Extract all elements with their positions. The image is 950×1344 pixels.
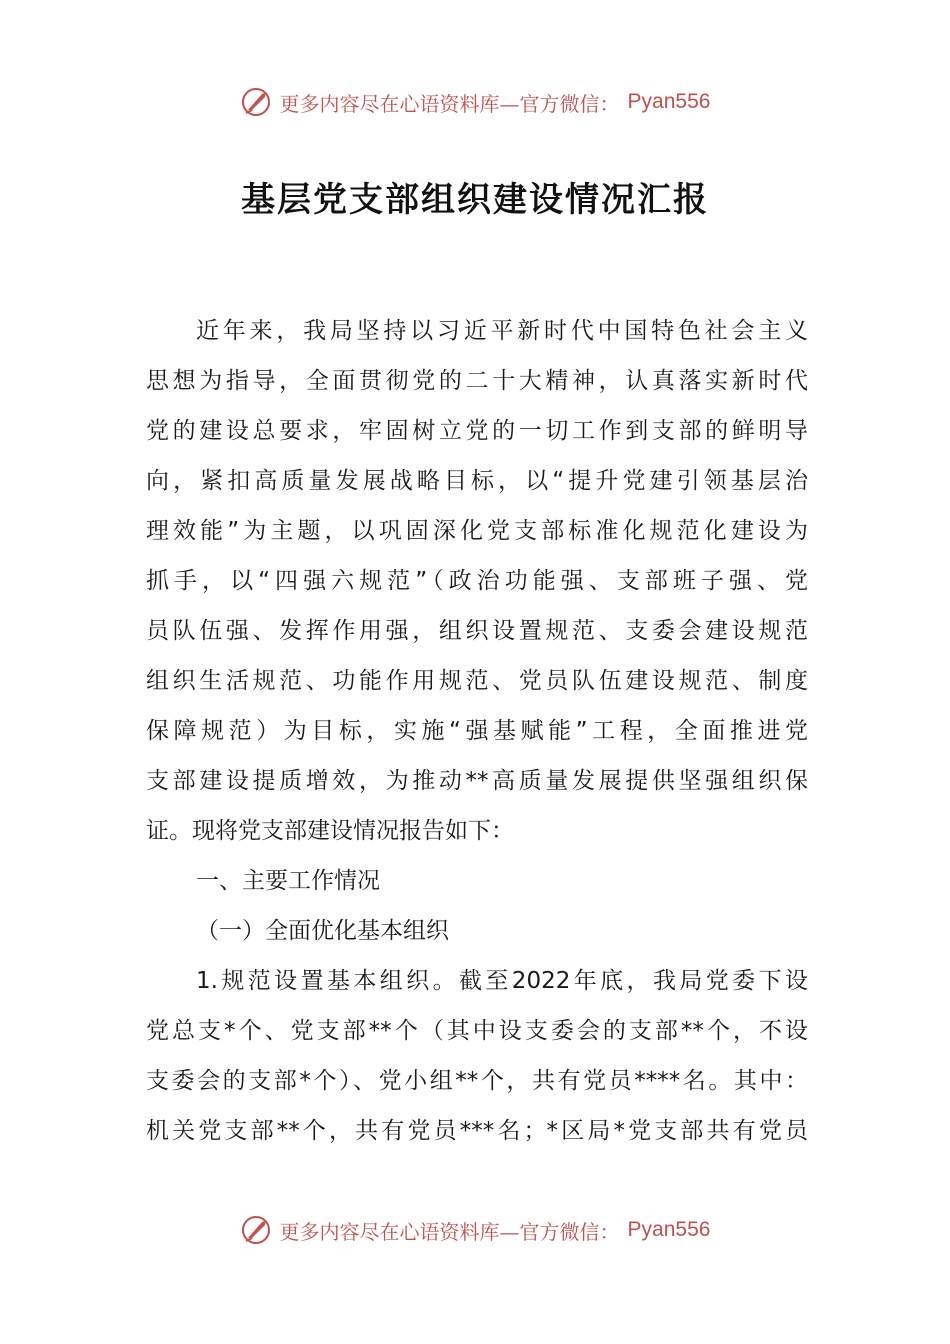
paragraph-line: 党总支*个、党支部**个（其中设支委会的支部**个，不设 <box>146 1018 808 1044</box>
paragraph-line: 支委会的支部*个）、党小组**个，共有党员****名。其中： <box>146 1068 808 1094</box>
subsection-heading: （一）全面优化基本组织 <box>196 918 449 944</box>
quill-logo-icon <box>240 86 272 118</box>
header-watermark <box>0 82 950 122</box>
paragraph-line: 机关党支部**个，共有党员***名；*区局*党支部共有党员 <box>146 1118 808 1144</box>
paragraph-line: 组织生活规范、功能作用规范、党员队伍建设规范、制度 <box>146 668 808 694</box>
footer-watermark <box>0 1210 950 1250</box>
paragraph-line: 支部建设提质增效，为推动**高质量发展提供坚强组织保 <box>146 768 808 794</box>
paragraph-line: 保障规范）为目标，实施“强基赋能”工程，全面推进党 <box>146 718 808 744</box>
paragraph-line: 证。现将党支部建设情况报告如下： <box>146 818 514 844</box>
document-body <box>146 306 808 1156</box>
document-title: 基层党支部组织建设情况汇报 <box>241 180 709 220</box>
paragraph-line: 党的建设总要求，牢固树立党的一切工作到支部的鲜明导 <box>146 418 808 444</box>
paragraph-line: 理效能”为主题，以巩固深化党支部标准化规范化建设为 <box>146 518 808 544</box>
paragraph-line: 1.规范设置基本组织。截至2022年底，我局党委下设 <box>196 968 808 994</box>
paragraph-line: 近年来，我局坚持以习近平新时代中国特色社会主义 <box>196 318 808 344</box>
quill-logo-icon <box>240 1214 272 1246</box>
paragraph-line: 思想为指导，全面贯彻党的二十大精神，认真落实新时代 <box>146 368 808 394</box>
section-heading: 一、主要工作情况 <box>196 868 380 894</box>
watermark-text: 更多内容尽在心语资料库—官方微信： <box>279 91 620 116</box>
paragraph-line: 抓手，以“四强六规范”（政治功能强、支部班子强、党 <box>146 568 808 594</box>
paragraph-line: 向，紧扣高质量发展战略目标，以“提升党建引领基层治 <box>146 468 808 494</box>
watermark-wechat-id: Pyan556 <box>627 90 711 113</box>
paragraph-line: 员队伍强、发挥作用强，组织设置规范、支委会建设规范 <box>146 618 808 644</box>
watermark-wechat-id: Pyan556 <box>627 1218 711 1241</box>
watermark-text: 更多内容尽在心语资料库—官方微信： <box>279 1219 620 1244</box>
